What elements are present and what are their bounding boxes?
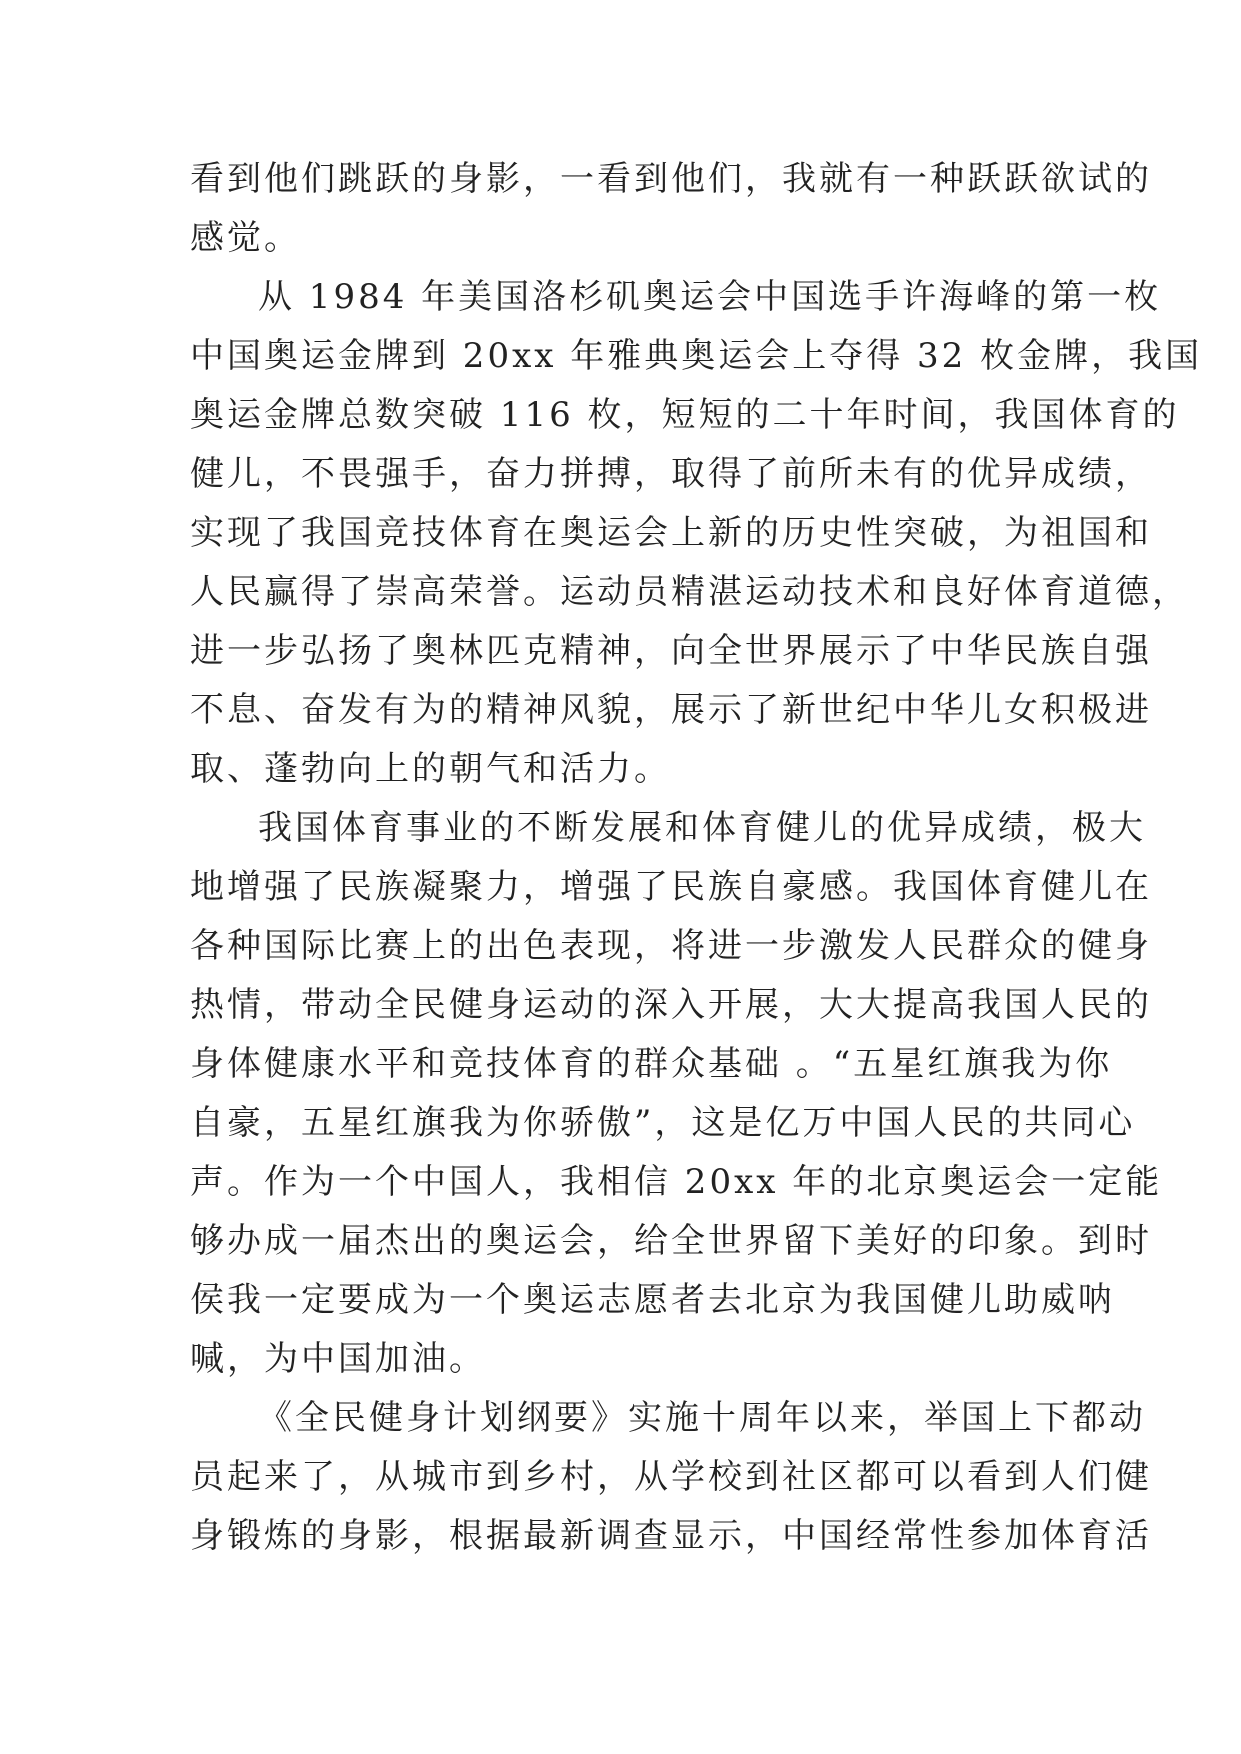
text-line: 实现了我国竞技体育在奥运会上新的历史性突破，为祖国和: [190, 513, 1152, 553]
paragraph-3: [190, 799, 1163, 1389]
paragraph-4: [190, 1389, 1152, 1566]
document-body: [190, 150, 1203, 1566]
text-line: 我国体育事业的不断发展和体育健儿的优异成绩，极大: [258, 808, 1146, 848]
text-line: 感觉。: [190, 218, 301, 258]
text-line: 侯我一定要成为一个奥运志愿者去北京为我国健儿助威呐: [190, 1280, 1115, 1320]
text-line: 奥运金牌总数突破 116 枚，短短的二十年时间，我国体育的: [190, 395, 1180, 435]
text-line: 身锻炼的身影，根据最新调查显示，中国经常性参加体育活: [190, 1516, 1152, 1556]
text-line: 够办成一届杰出的奥运会，给全世界留下美好的印象。到时: [190, 1221, 1152, 1261]
text-line: 人民赢得了崇高荣誉。运动员精湛运动技术和良好体育道德，: [190, 572, 1189, 612]
text-line: 地增强了民族凝聚力，增强了民族自豪感。我国体育健儿在: [190, 867, 1152, 907]
text-line: 健儿，不畏强手，奋力拼搏，取得了前所未有的优异成绩，: [190, 454, 1152, 494]
text-line: 身体健康水平和竞技体育的群众基础 。“五星红旗我为你: [190, 1044, 1113, 1084]
text-line: 声。作为一个中国人，我相信 20xx 年的北京奥运会一定能: [190, 1162, 1163, 1202]
text-line: 看到他们跳跃的身影，一看到他们，我就有一种跃跃欲试的: [190, 159, 1152, 199]
text-line: 中国奥运金牌到 20xx 年雅典奥运会上夺得 32 枚金牌，我国: [190, 336, 1203, 376]
paragraph-2: [190, 268, 1203, 799]
text-line: 员起来了，从城市到乡村，从学校到社区都可以看到人们健: [190, 1457, 1152, 1497]
text-line: 各种国际比赛上的出色表现，将进一步激发人民群众的健身: [190, 926, 1152, 966]
text-line: 不息、奋发有为的精神风貌，展示了新世纪中华儿女积极进: [190, 690, 1152, 730]
text-line: 喊，为中国加油。: [190, 1339, 486, 1379]
text-line: 热情，带动全民健身运动的深入开展，大大提高我国人民的: [190, 985, 1152, 1025]
text-line: 进一步弘扬了奥林匹克精神，向全世界展示了中华民族自强: [190, 631, 1152, 671]
text-line: 从 1984 年美国洛杉矶奥运会中国选手许海峰的第一枚: [258, 277, 1162, 317]
text-line: 自豪，五星红旗我为你骄傲”，这是亿万中国人民的共同心: [190, 1103, 1136, 1143]
text-line: 取、蓬勃向上的朝气和活力。: [190, 749, 671, 789]
text-line: 《全民健身计划纲要》实施十周年以来，举国上下都动: [258, 1398, 1146, 1438]
paragraph-1: [190, 150, 1152, 268]
